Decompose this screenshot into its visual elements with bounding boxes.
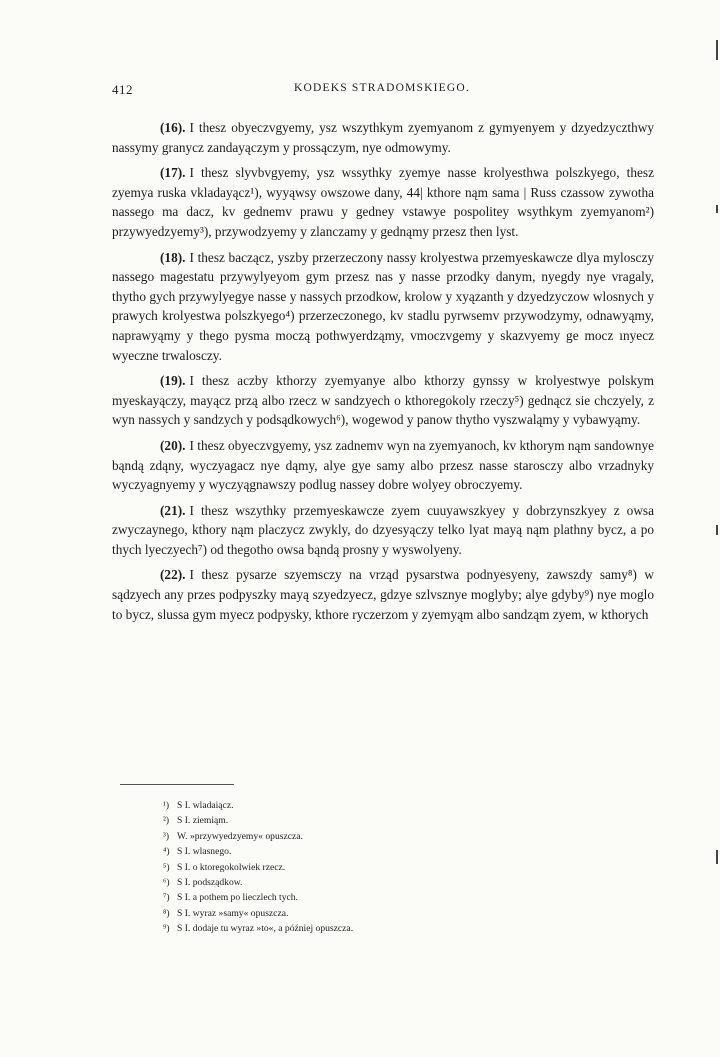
- footnote: [163, 875, 563, 890]
- page-number: 412: [112, 82, 133, 97]
- footnote: [163, 906, 563, 921]
- main-text: [112, 118, 654, 630]
- scan-edge-mark: [716, 40, 718, 60]
- footnote-mark: ⁶): [163, 877, 170, 889]
- footnote: [163, 890, 563, 905]
- article-22: [112, 565, 654, 624]
- scan-edge-mark: [716, 205, 718, 213]
- article-text: I thesz baczącz, yszby przerzeczony nassy krolyestwa przemyeskawcze dlya mylosczy nassego magestatu przywylyeyom gym przesz nas y nasse przodky danym, nyegdy nye vragaly, thytho gych przywylyegye nasse y nassych przodkow, krolow y xyązanth y dzyedzyczow wlosnych y prawych krolyestwa polszkyego⁴) przerzeczonego, kv stadlu pyrwsemv przywodzymy, odnawyąmy, naprawyąmy y thego pysma moczą pothwyerdząmy, vmoczvgemy y skazvyemy ge mocz ınyecz wyeczne trwalosczy.: [112, 249, 654, 363]
- footnote: [163, 844, 563, 859]
- footnote: [163, 860, 563, 875]
- article-text: I thesz obyeczvgyemy, ysz wszythkym zyemyanom z gymyenyem y dzyedzyczthwy nassymy granycz zandayączym y prossączym, nye odmowymy.: [112, 120, 654, 155]
- article-text: I thesz wszythky przemyeskawcze zyem cuuyawszkyey y dobrzynszkyey z owsa zwyczaynego, kthory nąm placzycz zwykly, do dzyesyączy telko lyat mayą nąm plathny bycz, a po thych lyeczyech⁷) od thegotho owsa bąndą prosny y wyswolyeny.: [112, 502, 654, 557]
- footnote: [163, 921, 563, 936]
- scan-edge-mark: [716, 850, 718, 864]
- article-number: (20).: [160, 437, 186, 453]
- footnotes: [163, 798, 563, 937]
- footnote-mark: ⁷): [163, 892, 170, 904]
- article-number: (22).: [160, 567, 186, 583]
- page-header: [112, 82, 652, 100]
- footnote-mark: ²): [163, 815, 170, 827]
- footnote: [163, 813, 563, 828]
- article-19: [112, 371, 654, 430]
- footnote-text: S I. dodaje tu wyraz »to«, a później opuszcza.: [177, 923, 354, 935]
- footnote-text: S I. podsządkow.: [177, 877, 243, 889]
- article-text: I thesz slyvbvgyemy, ysz wssythky zyemye nasse krolyesthwa polszkyego, thesz zyemya ruska vkladayącz¹), wyyąwsy owszowe dany, 44| kthore nąm sama | Russ czassow zywotha nassego ma dacz, kv gednemv prawu y gedney vstawye pospolitey wsythkym zyemyanom²) przywyedzyemy³), przywodzyemy y zlanczamy y gednąmy przesz then lyst.: [112, 165, 654, 239]
- footnote-text: S I. a pothem po lieczlech tych.: [177, 892, 298, 904]
- footnote-mark: ⁸): [163, 907, 170, 919]
- footnote: [163, 829, 563, 844]
- article-number: (17).: [160, 165, 186, 181]
- footnote-text: S I. wladaiącz.: [177, 800, 234, 811]
- article-21: [112, 501, 654, 560]
- footnote-text: S I. wlasnego.: [177, 846, 232, 858]
- footnote-text: W. »przywyedzyemy« opuszcza.: [177, 830, 303, 842]
- footnote: [163, 798, 563, 813]
- article-number: (21).: [160, 502, 186, 518]
- footnote-mark: ⁹): [163, 923, 170, 935]
- footnote-mark: ¹): [163, 800, 170, 811]
- article-text: I thesz aczby kthorzy zyemyanye albo kthorzy gynssy w krolyestwye polskym myeskayączy, mayącz przą albo rzecz w sandzyech o kthoregokoly rzeczy⁵) gednącz sie chczyely, z wyn nassych y sandzych y podsądkowych⁶), wogewod y panow thytho vyszwaląmy y vybawyąmy.: [112, 373, 654, 428]
- scan-edge-mark: [716, 525, 718, 535]
- article-16: [112, 118, 654, 157]
- article-20: [112, 436, 654, 495]
- footnote-text: S I. ziemiąm.: [177, 815, 229, 827]
- footnote-mark: ⁵): [163, 861, 170, 873]
- running-title: KODEKS STRADOMSKIEGO.: [294, 82, 470, 94]
- footnote-mark: ⁴): [163, 846, 170, 858]
- article-text: I thesz obyeczvgyemy, ysz zadnemv wyn na zyemyanoch, kv kthorym nąm sandownye bąndą zdąny, wyczyagacz nye dąmy, alye gye samy albo przesz nasse starosczy albo vrzadnyky wyczyagnyemy y wyczyągnawszy podlug nassey dobre wolyey obroczyemy.: [112, 437, 654, 493]
- article-number: (16).: [160, 120, 186, 135]
- footnote-mark: ³): [163, 830, 170, 842]
- article-17: [112, 163, 654, 241]
- article-text: I thesz pysarze szyemsczy na vrząd pysarstwa podnyesyeny, zawszdy samy⁸) w sądzyech any przes podpyszky mayą szyedzyecz, gdzye szlvsznye moglyby; alye gdyby⁹) nye moglo to bycz, slussa gym myecz podpysky, kthore ryczerzom y zyemyąm albo sandząm zyem, w kthorych: [112, 567, 654, 622]
- footnote-text: S I. o ktoregokolwiek rzecz.: [177, 861, 286, 873]
- footnote-text: S I. wyraz »samy« opuszcza.: [177, 907, 289, 919]
- article-18: [112, 248, 654, 366]
- article-number: (19).: [160, 373, 186, 389]
- article-number: (18).: [160, 249, 186, 265]
- footnote-divider: [120, 784, 234, 785]
